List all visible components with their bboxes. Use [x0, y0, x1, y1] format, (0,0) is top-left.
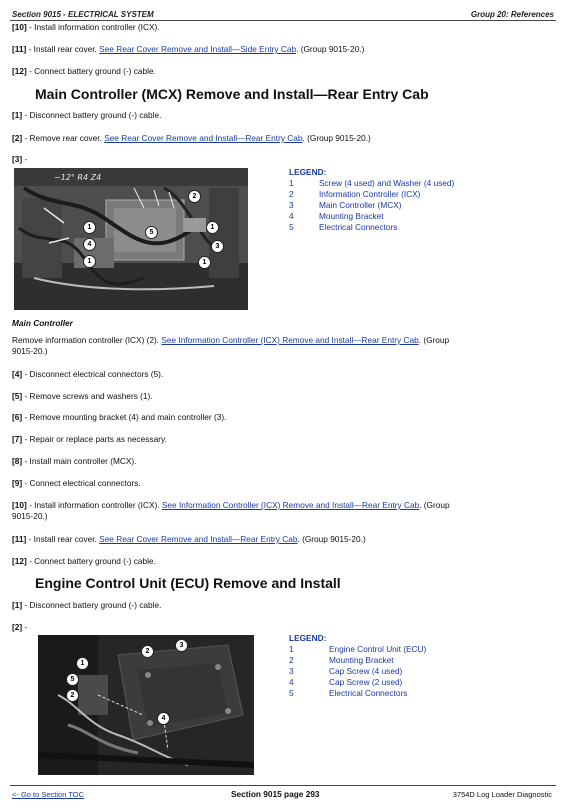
callout-1: 1 — [76, 657, 89, 670]
mcx-step-1: [1] - Disconnect battery ground (-) cable. — [12, 110, 162, 120]
legend-title: LEGEND: — [289, 633, 327, 643]
header-group: Group 20: References — [470, 10, 554, 19]
mcx-paragraph: Remove information controller (ICX) (2). See Information Controller (ICX) Remove and Install—Rear Entry Cab. (Group — [12, 335, 450, 345]
callout-3: 3 — [211, 240, 224, 253]
figure-caption: Main Controller — [12, 318, 73, 328]
legend-row: 5 Electrical Connectors — [289, 688, 408, 698]
legend-row: 3 Main Controller (MCX) — [289, 200, 402, 210]
callout-2: 2 — [188, 190, 201, 203]
callout-1: 1 — [206, 221, 219, 234]
main-controller-photo — [14, 168, 248, 310]
legend-row: 1 Engine Control Unit (ECU) — [289, 644, 427, 654]
header-section: Section 9015 - ELECTRICAL SYSTEM — [12, 10, 154, 19]
legend-row: 2 Information Controller (ICX) — [289, 189, 421, 199]
mcx-title: Main Controller (MCX) Remove and Install—Rear Entry Cab — [35, 86, 429, 102]
mcx-step-9: [9] - Connect electrical connectors. — [12, 478, 141, 488]
legend-row: 4 Mounting Bracket — [289, 211, 384, 221]
mcx-step-7: [7] - Repair or replace parts as necessary. — [12, 434, 167, 444]
footer-page: Section 9015 page 293 — [231, 789, 320, 799]
header-rule — [10, 20, 556, 21]
callout-1: 1 — [83, 255, 96, 268]
callout-5: 5 — [145, 226, 158, 239]
footer-doc: 3754D Log Loader Diagnostic — [452, 790, 552, 799]
mcx-step-5: [5] - Remove screws and washers (1). — [12, 391, 153, 401]
mcx-step-4: [4] - Disconnect electrical connectors (5). — [12, 369, 164, 379]
link-rear-cover-side[interactable]: See Rear Cover Remove and Install—Side Entry Cab — [99, 44, 297, 54]
legend-row: 1 Screw (4 used) and Washer (4 used) — [289, 178, 455, 188]
link-icx-remove[interactable]: See Information Controller (ICX) Remove and Install—Rear Entry Cab — [161, 335, 419, 345]
callout-2: 2 — [66, 689, 79, 702]
mcx-step-10: [10] - Install information controller (ICX). See Information Controller (ICX) Remove and Install—Rear Entry Cab. (Group — [12, 500, 450, 510]
mcx-legend — [289, 167, 454, 233]
callout-4: 4 — [83, 238, 96, 251]
callout-4: 4 — [157, 712, 170, 725]
mcx-step-10-cont: 9015-20.) — [12, 511, 48, 521]
step-10-top: [10] - Install information controller (ICX). — [12, 22, 160, 32]
callout-2: 2 — [141, 645, 154, 658]
legend-row: 4 Cap Screw (2 used) — [289, 677, 403, 687]
ecu-title: Engine Control Unit (ECU) Remove and Install — [35, 575, 341, 591]
link-rear-cover-rear[interactable]: See Rear Cover Remove and Install—Rear Entry Cab — [104, 133, 303, 143]
mcx-step-11: [11] - Install rear cover. See Rear Cover Remove and Install—Rear Entry Cab. (Group 9015-20.) — [12, 534, 366, 544]
ecu-photo — [38, 635, 254, 775]
link-icx-install[interactable]: See Information Controller (ICX) Remove and Install—Rear Entry Cab — [161, 500, 420, 510]
step-11-top: [11] - Install rear cover. See Rear Cover Remove and Install—Side Entry Cab. (Group 9015-20.) — [12, 44, 365, 54]
callout-1: 1 — [198, 256, 211, 269]
callout-5: 5 — [66, 673, 79, 686]
callout-1: 1 — [83, 221, 96, 234]
legend-row: 5 Electrical Connectors — [289, 222, 398, 232]
legend-title: LEGEND: — [289, 167, 327, 177]
footer-toc-link[interactable]: <- Go to Section TOC — [12, 790, 85, 799]
mcx-step-8: [8] - Install main controller (MCX). — [12, 456, 137, 466]
ecu-step-2: [2] - — [12, 622, 28, 632]
link-rear-cover-install[interactable]: See Rear Cover Remove and Install—Rear Entry Cab — [99, 534, 298, 544]
photo-handwriting: ~12° R4 Z4 — [54, 173, 102, 182]
legend-row: 2 Mounting Bracket — [289, 655, 394, 665]
mcx-step-6: [6] - Remove mounting bracket (4) and main controller (3). — [12, 412, 227, 422]
main-controller-photo-art — [14, 168, 248, 310]
mcx-step-12: [12] - Connect battery ground (-) cable. — [12, 556, 156, 566]
footer-rule — [10, 785, 556, 786]
mcx-paragraph-cont: 9015-20.) — [12, 346, 48, 356]
mcx-step-2: [2] - Remove rear cover. See Rear Cover Remove and Install—Rear Entry Cab. (Group 9015-20.) — [12, 133, 371, 143]
legend-row: 3 Cap Screw (4 used) — [289, 666, 403, 676]
ecu-legend — [289, 633, 426, 699]
ecu-step-1: [1] - Disconnect battery ground (-) cable. — [12, 600, 162, 610]
step-12-top: [12] - Connect battery ground (-) cable. — [12, 66, 156, 76]
callout-3: 3 — [175, 639, 188, 652]
mcx-step-3: [3] - — [12, 154, 28, 164]
